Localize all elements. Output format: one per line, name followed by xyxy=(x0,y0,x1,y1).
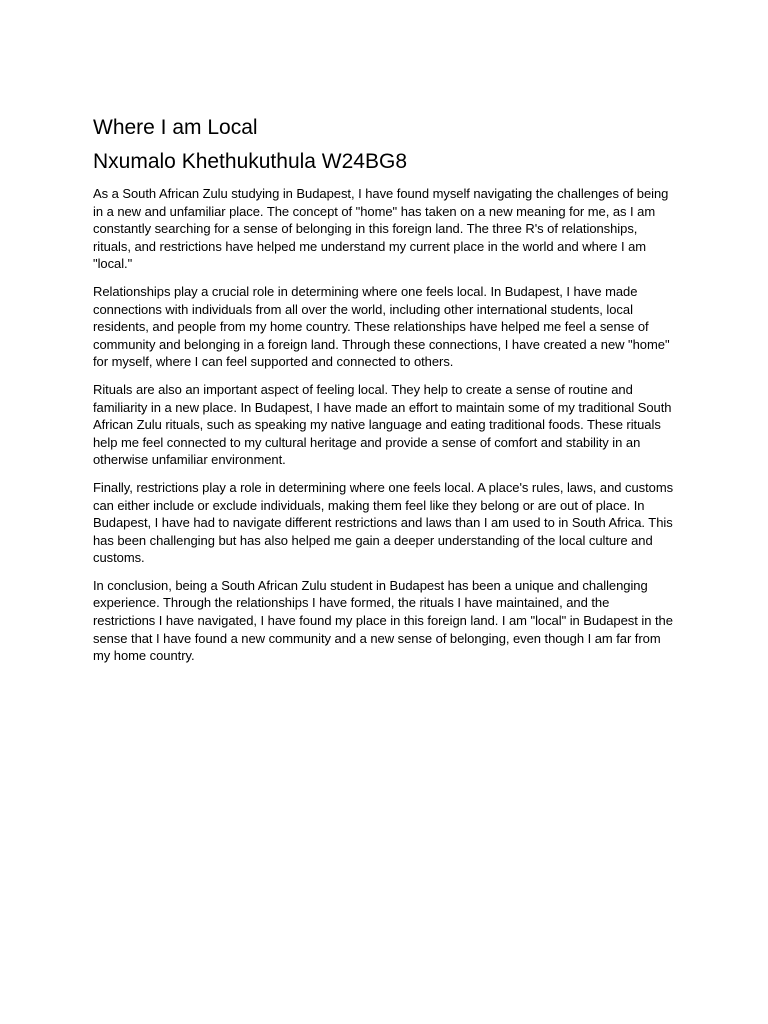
document-body xyxy=(93,185,675,665)
paragraph-relationships: Relationships play a crucial role in determining where one feels local. In Budapest, I have made connections with individuals from all over the world, including other international students, local residents, and people from my home country. These relationships have helped me feel a sense of community and belonging in a foreign land. Through these connections, I have created a new "home" for myself, where I can feel supported and connected to others. xyxy=(93,283,670,370)
paragraph-conclusion: In conclusion, being a South African Zulu student in Budapest has been a unique and challenging experience. Through the relationships I have formed, the rituals I have maintained, and the restrictions I have navigated, I have found my place in this foreign land. I am "local" in Budapest in the sense that I have found a new community and a new sense of belonging, even though I am far from my home country. xyxy=(93,577,673,664)
document-page xyxy=(93,113,675,675)
paragraph-restrictions: Finally, restrictions play a role in determining where one feels local. A place's rules, laws, and customs can either include or exclude individuals, making them feel like they belong or are out of place. In Budapest, I have had to navigate different restrictions and laws than I am used to in South Africa. This has been challenging but has also helped me gain a deeper understanding of the local culture and customs. xyxy=(93,479,674,566)
document-title: Where I am Local xyxy=(93,116,258,139)
paragraph-rituals: Rituals are also an important aspect of feeling local. They help to create a sense of routine and familiarity in a new place. In Budapest, I have made an effort to maintain some of my traditional South African Zulu rituals, such as speaking my native language and eating traditional foods. These rituals help me feel connected to my cultural heritage and provide a sense of comfort and stability in an otherwise unfamiliar environment. xyxy=(93,381,672,468)
author-line: Nxumalo Khethukuthula W24BG8 xyxy=(93,150,408,173)
paragraph-intro: As a South African Zulu studying in Budapest, I have found myself navigating the challenges of being in a new and unfamiliar place. The concept of "home" has taken on a new meaning for me, as I am constantly searching for a sense of belonging in this foreign land. The three R's of relationships, rituals, and restrictions have helped me understand my current place in the world and where I am "local." xyxy=(93,186,669,272)
